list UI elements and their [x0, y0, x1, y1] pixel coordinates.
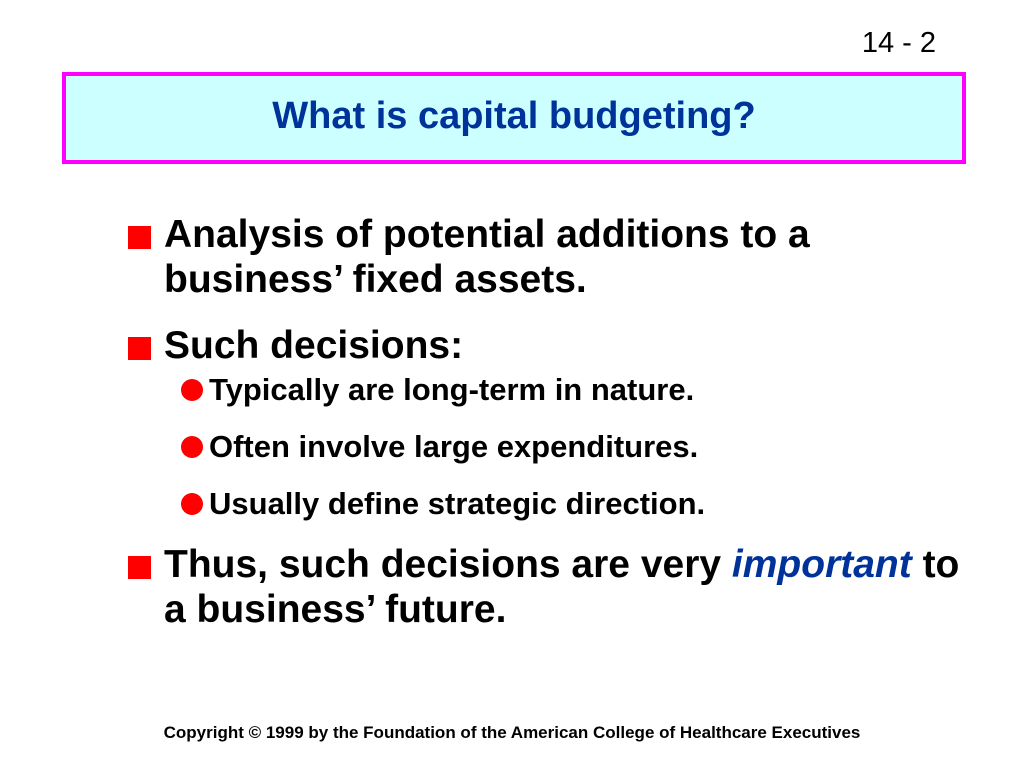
circle-bullet-icon: [181, 493, 203, 515]
slide-number: 14 - 2: [861, 27, 936, 59]
bullet-text-decisions: Such decisions:: [164, 324, 464, 367]
sub-bullet-text: Typically are long-term in nature.: [209, 372, 695, 407]
emphasis-important: important: [731, 543, 912, 586]
bullet-text-analysis: Analysis of potential additions to a business’ fixed assets.: [164, 213, 810, 301]
bullet-item-decisions: [124, 323, 984, 368]
slide-title: What is capital budgeting?: [272, 94, 756, 137]
copyright-footer: Copyright © 1999 by the Foundation of the American College of Healthcare Executives: [163, 723, 861, 742]
bullet-item-thus: [124, 542, 984, 632]
bullet-item-analysis: [124, 212, 984, 302]
square-bullet-icon: [128, 337, 151, 360]
sub-bullet-list: [124, 372, 984, 522]
square-bullet-icon: [128, 556, 151, 579]
bullet-text-thus-prefix: Thus, such decisions are very: [164, 543, 732, 586]
sub-bullet-item: [179, 429, 984, 465]
sub-bullet-item: [179, 372, 984, 408]
sub-bullet-text: Often involve large expenditures.: [209, 429, 699, 464]
square-bullet-icon: [128, 226, 151, 249]
title-box: [62, 72, 966, 164]
bullet-list: [124, 212, 984, 632]
sub-bullet-text: Usually define strategic direction.: [209, 486, 706, 521]
bullet-text-thus-suffix: to a business’ future.: [164, 543, 960, 631]
sub-bullet-item: [179, 486, 984, 522]
circle-bullet-icon: [181, 436, 203, 458]
circle-bullet-icon: [181, 379, 203, 401]
